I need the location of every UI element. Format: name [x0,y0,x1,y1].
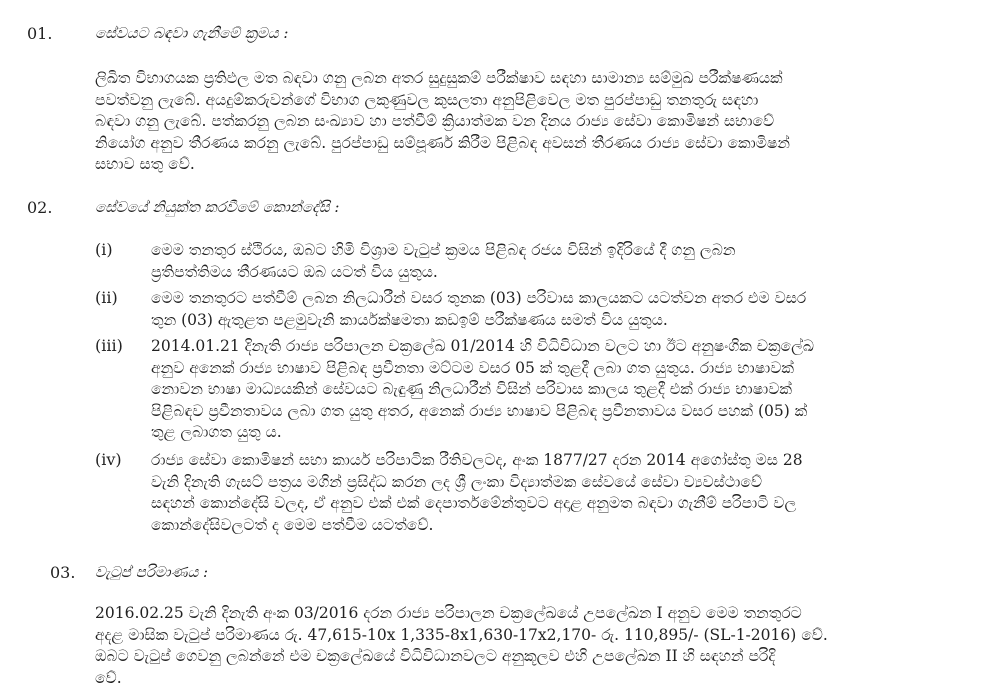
item-line: වැනි දිනැති ගැසට් පත්‍රය මගින් ප්‍රසිද්ධ කරන ලද ශ්‍රී ලංකා විද්‍යාත්මක සේවයේ සේවා ව්‍යවස්ථාවේ [151,472,763,491]
paragraph-line: ඔබට වැටුප් ගෙවනු ලබන්නේ එම චක්‍රලේඛයේ විධිවිධානවලට අනුකූලව එහි උපලේඛන II හි සඳහන් පරිදි [95,647,776,666]
item-text [151,240,911,283]
item-line: නොවන භාෂා මාධ්‍යයකින් සේවයට බැඳුණු නිලධාරීන් විසින් පරිවාස කාලය තුළදී එක් රාජ්‍ය භාෂාවක් [151,380,792,399]
paragraph-line: බඳවා ගනු ලැබේ. පත්කරනු ලබන සංඛ්‍යාව හා පත්වීම් ක්‍රියාත්මක වන දිනය රාජ්‍ය සේවා කොමිෂන් සභාවේ [95,112,775,131]
item-text [151,450,911,536]
item-line: කොන්දේසිවලටත් ද මෙම පත්වීම යටත්වේ. [151,515,434,534]
section-heading: සේවයේ නියුක්ත කරවීමේ කොන්දේසි : [95,198,340,216]
item-line: පිළිබඳව ප්‍රවීනතාවය ලබා ගත යුතු අතර, අනෙක් රාජ්‍ය භාෂාව පිළිබඳ ප්‍රවීනතාවය වසර පහක් (05) ක් [151,401,808,420]
item-line: මෙම තනතුර ස්ථිරය, ඔබට හිමි විශ්‍රාම වැටුප් ක්‍රමය පිළිබඳ රජය විසින් ඉදිරියේ දී ගනු ලබන [151,241,736,259]
section-number: 02. [27,198,53,217]
section-heading: සේවයට බඳවා ගැනීමේ ක්‍රමය : [95,24,289,42]
item-numeral: (iii) [95,336,123,355]
item-text [151,336,911,444]
item-numeral: (i) [95,240,113,259]
item-line: අනුව අනෙක් රාජ්‍ය භාෂාව පිළිබඳ ප්‍රවීනතා මට්ටම වසර 05 ක් තුළදී ලබා ගත යුතුය. රාජ්‍ය භාෂාවක් [151,358,794,377]
paragraph-line: පවත්වනු ලැබේ. අයදුම්කරුවන්ගේ විභාග ලකුණුවල කුසලතා අනුපිළිවෙල මත පුරප්පාඩු තනතුරු සඳහා [95,90,759,109]
item-line: තුළ ලබාගත යුතු ය. [151,423,282,442]
paragraph-line: සභාව සතු වේ. [95,155,195,174]
paragraph-line: ලිඛිත විභාගයක ප්‍රතිඵල මත බඳවා ගනු ලබන අතර සුදුසුකම් පරීක්ෂාව සඳහා සාමාන්‍ය සම්මුඛ පරීක්ෂණයක් [95,69,783,87]
paragraph-line: අදළ මාසික වැටුප් පරිමාණය රු. 47,615-10x 1,335-8x1,630-17x2,170- රු. 110,895/- (SL-1-2016) වේ. [95,625,828,644]
item-line: සඳහන් කොන්දේසි වලද, ඒ අනුව එක් එක් දෙපාර්තමේන්තුවට අදාළ අනුමත බඳවා ගැනීම් පරිපාටි වල [151,494,797,513]
paragraph-line: වේ. [95,668,122,687]
item-line: මෙම තනතුරට පත්වීම් ලබන නිලධාරීන් වසර තුනක (03) පරිවාස කාලයකට යටත්වන අතර එම වසර [151,289,807,307]
item-text [151,288,911,331]
item-numeral: (iv) [95,450,122,469]
item-line: රාජ්‍ය සේවා කොමිෂන් සභා කාර්ය පරිපාටික රීතිවලටද, අංක 1877/27 දරන 2014 අගෝස්තු මස 28 [151,451,803,469]
item-line: ප්‍රතිපත්තිමය තීරණයට ඔබ යටත් විය යුතුය. [151,262,438,281]
item-line: 2014.01.21 දිනැති රාජ්‍ය පරිපාලන චක්‍රලේඛ 01/2014 හි විධිවිධාන වලට හා ඊට අනුෂංගික චක්‍රලේඛ [151,337,815,355]
item-numeral: (ii) [95,288,118,307]
section-paragraph [95,68,975,176]
section-number: 03. [50,563,76,582]
section-heading: වැටුප් පරිමාණය : [95,563,209,581]
paragraph-line: නියෝග අනුව තීරණය කරනු ලැබේ. පුරප්පාඩු සම්පූර්ණ කිරීම පිළිබඳ අවසන් තීරණය රාජ්‍ය සේවා කොමිෂන් [95,133,790,152]
item-line: තුන (03) ඇතුළත පළමුවැනි කාර්යක්ෂමතා කඩඉම් පරීක්ෂණය සමත් විය යුතුය. [151,310,668,329]
section-paragraph [95,603,975,689]
section-number: 01. [27,24,53,43]
paragraph-line: 2016.02.25 වැනි දිනැති අංක 03/2016 දරන රාජ්‍ය පරිපාලන චක්‍රලේඛයේ උපලේඛන I අනුව මෙම තනතුරට [95,604,802,622]
